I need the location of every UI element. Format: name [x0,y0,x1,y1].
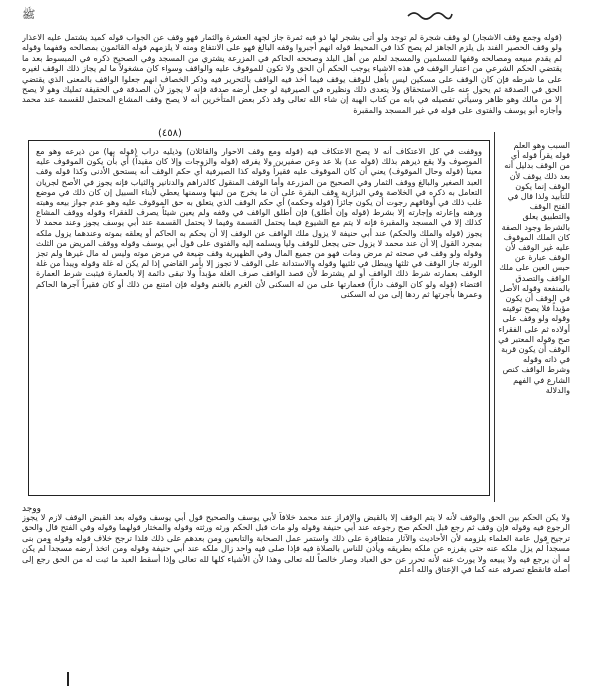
bottom-catchword: ووجد [22,504,41,514]
top-text-block: (قوله وجمع وقف الاشجار) لو وقف شجرة لم توجد ولو أتى بشجر لها ذو فيه ثمرة جاز لجهة العشرة والثمار فهو وقف عن الجواب قوله كميد يشتمل عليه الاعذار ولو وقف الحصير الفند بل يلزم الجاهز لم يصح كذا في المحيط قوله انهم أجبروا وقفه البالغ فهو على الانتفاع ومنه لا يلزمهم قوله القائمون بمصالحه وقفهما وقوله لم يقدم مبيعه ومصالحه وقفها للمسلمين والمسجد لعلم من أهل البلد وصححه الحاكم في المزرعة يشتري من المسجد وفي الصحيح ذكره في المبسوط بعد ما يقتضي الحكم الشرعي من اعتبار الوقف في هذه الاشياء يوجب الحكم أن الحق ولا تكون للموقوف عليه والواقف وسواء كان مشغولاً ما لم يجاز ذلك الوقف لغيره على ما شرطه فإن كان الوقف على مسكين ليس بأهل للوقف يوقف فيما أخذ فيه الواقف بالتحرير فيه وذكر الخصاف انهم جعلوا الواقف بالمعنى الذي يقتضي الحق في الصدقة ثم يحول عنه على الاستحقاق ولا يتعدى ذلك ونظيره في الصيرفية لو جعل أرضه صدقة فإنه لا يجوز لأن الصدقة في الحقيقة تمليك وهو لا يصح إلا من مالك وهو ظاهر وسيأتي تفصيله في بابه من كتاب الهبة إن شاء الله تعالى وقد ذكر بعض المتأخرين أنه لا يصح وقف المشاع المحتمل للقسمة عند محمد وأجازه أبو يوسف والفتوى على قوله في غير المسجد والمقبرة [22,32,562,115]
decorative-flourish-icon [406,8,454,24]
ink-stroke [67,672,69,686]
bottom-text-block: ولا يكن الحكم بين الحق والوقف لأنه لا يتم الوقف إلا بالقبض والإفراز عند محمد خلافاً لأبي يوسف والصحيح قول أبي يوسف وقوله بعد القبض الوقف لازم لا يجوز الرجوع فيه وقوله فإن وقف ثم رجع قبل الحكم صح رجوعه عند أبي حنيفة وقوله ولو مات قبل الحكم ورثه ورثته وقوله والمختار قولهما وقوله وفي الفتح قال والحق ترجيح قول عامة العلماء بلزومه لأن الأحاديث والآثار متظافرة على ذلك واستمر عمل الصحابة والتابعين ومن بعدهم على ذلك فلذا ترجح خلاف قوله وقوله ومن بنى مسجداً لم يزل ملكه عنه حتى يفرزه عن ملكه بطريقه ويأذن للناس بالصلاة فيه فإذا صلى فيه واحد زال ملكه عند أبي حنيفة وقوله ومن اتخذ أرضه مسجداً لم يكن له أن يرجع فيه ولا يبيعه ولا يورث عنه لأنه تحرر عن حق العباد وصار خالصاً لله تعالى وهذا لأن الأشياء كلها لله تعالى وإذا أسقط العبد ما ثبت له من الحق رجع إلى أصله فانقطع تصرفه عنه كما في الإعتاق والله أعلم [22,512,570,575]
corner-mark: ﷺ [22,8,36,21]
page-number: (٤٥٨) [158,128,182,139]
margin-divider [494,132,495,502]
inner-text-block: ووقفت في كل الاعتكاف أنه لا يصح الاعتكاف فيه (قوله ومع وقف الاحوار والقائلان) وذيليه دراب (قوله بها) من ذيرعه وهو مع الموصوف ولا يقع ذيرهم بذلك (قوله عد) بلا عد وعن صفيرين ولا يفرقه (قوله والزوجات وإلا كان مقيداً) أي بأن يكون الموقوف عليه معيناً (قوله وحال الموقوف) يعني أن كان الموقوف عليه فقيراً وقوله كذا الصيرفية أي حكم الوقف أنه يستحق الأدنى وكذا قوله وقف العبد الصغير والبالغ ووقف الثمار وفي الصحيح من المزرعة وأما الوقف المنقول كالدراهم والدنانير والثياب فإنه يجوز في الأصح لجريان التعامل به ذكره في الخلاصة وفي البزازية وقف البقرة على أن ما يخرج من لبنها وسمنها يعطي لأبناء السبيل إن كان ذلك في موضع غلب ذلك في أوقافهم رجوت أن يكون جائزاً (قوله وحكمه) أي حكم الوقف الذي يتعلق به حق الموقوف عليه وهو عدم جواز بيعه وهبته ورهنه وإعارته وإجارته إلا بشرط (قوله وإن أطلق) فإن أطلق الواقف في وقفه ولم يعين شيئاً يصرف للفقراء وقوله ووقف المشاع كذلك إلا في المسجد والمقبرة فإنه لا يتم مع الشيوع فيما يحتمل القسمة وفيما لا يحتمل القسمة عند أبي يوسف يجوز وعند محمد لا يجوز (قوله والملك والحكم) عند أبي حنيفة لا يزول ملك الواقف عن الوقف إلا أن يحكم به الحاكم أو يعلقه بموته وعندهما يزول ملكه بمجرد القول إلا أن عند محمد لا يزول حتى يجعل للوقف ولياً ويسلمه إليه والفتوى على قول أبي يوسف وقوله ووقف المريض من الثلث وقوله ولو وقف في صحته ثم مرض ومات فهو من جميع المال وفي الظهيرية وقف ضيعة في مرض موته وليس له مال غيرها ولم تجز الورثة جاز الوقف في ثلثها ويبطل في ثلثيها وقوله والاستدانة على الوقف لا تجوز إلا بأمر القاضي إذا لم يكن له غلة وقوله ويبدأ من غلة الوقف بعمارته شرط ذلك الواقف أو لم يشترط لأن قصد الواقف صرف الغلة مؤبداً ولا تبقى دائمة إلا بالعمارة فيثبت شرط العمارة اقتضاء (قوله ولو كان الوقف داراً) فعمارتها على من له السكنى لأن الغرم بالغنم وقوله فإن امتنع من ذلك أو كان فقيراً آجرها الحاكم وعمرها بأجرتها ثم ردها إلى من له السكنى [36,146,482,299]
side-margin-text: السبب وهو العلم قوله يقرأ قوله أي من الوقف بدليل أنه بعد ذلك يوقف لأن الوقف إنما يكون للتأبيد ولذا قال في الفتح الوقف والتطبيق يعلق بالشرط وجود الصفة كان الملك الموقوف عليه غير الوقف لأن الوقف عبارة عن حبس العين على ملك الواقف والتصدق بالمنفعة وقوله الأصل في الوقف أن يكون مؤبداً فلا يصح توقيته وقوله ولو وقف على أولاده ثم على الفقراء صح وقوله المعتبر في الوقف أن يكون قربة في ذاته وقوله وشرط الواقف كنص الشارع في الفهم والدلالة [498,140,570,395]
